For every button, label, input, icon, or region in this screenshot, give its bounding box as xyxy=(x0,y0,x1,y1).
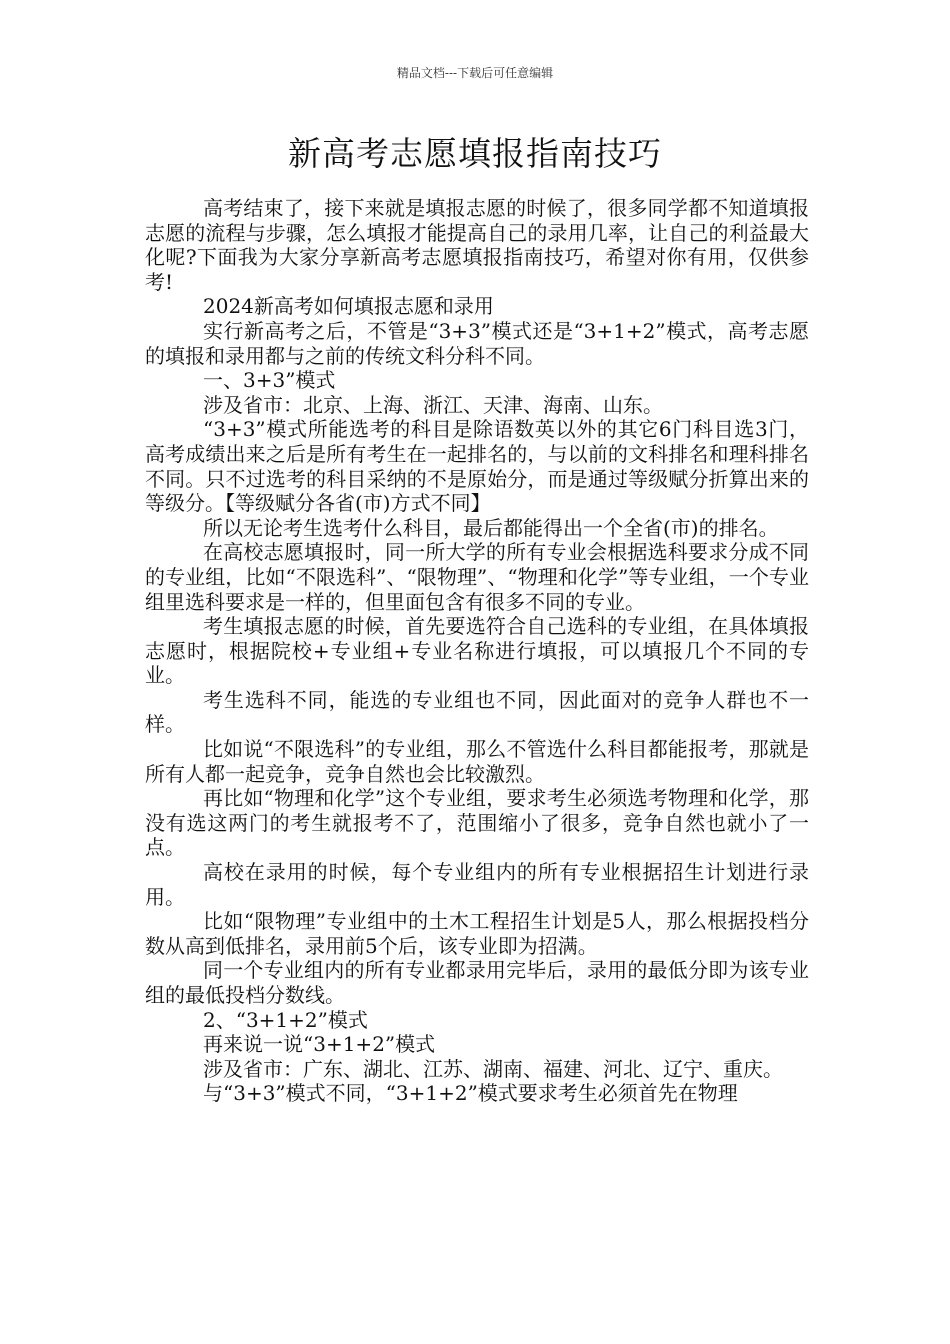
document-body xyxy=(145,196,809,1106)
paragraph: 考生填报志愿的时候，首先要选符合自己选科的专业组，在具体填报志愿时，根据院校+专业组+专业名称进行填报，可以填报几个不同的专业。 xyxy=(145,614,809,688)
paragraph: 与“3+3”模式不同，“3+1+2”模式要求考生必须首先在物理 xyxy=(203,1081,738,1106)
paragraph: 一、3+3”模式 xyxy=(203,368,336,393)
paragraph: 再比如“物理和化学”这个专业组，要求考生必须选考物理和化学，那没有选这两门的考生就报考不了，范围缩小了很多，竞争自然也就小了一点。 xyxy=(145,786,809,860)
document-title: 新高考志愿填报指南技巧 xyxy=(288,134,662,173)
paragraph: 2、“3+1+2”模式 xyxy=(203,1007,368,1032)
paragraph: 2024新高考如何填报志愿和录用 xyxy=(203,294,494,319)
paragraph: 涉及省市：北京、上海、浙江、天津、海南、山东。 xyxy=(203,392,663,417)
paragraph: 在高校志愿填报时，同一所大学的所有专业会根据选科要求分成不同的专业组，比如“不限选科”、“限物理”、“物理和化学”等专业组，一个专业组里选科要求是一样的，但里面包含有很多不同的专业。 xyxy=(145,540,809,614)
paragraph: 比如“限物理”专业组中的土木工程招生计划是5人，那么根据投档分数从高到低排名，录用前5个后，该专业即为招满。 xyxy=(145,909,809,958)
paragraph: 实行新高考之后，不管是“3+3”模式还是“3+1+2”模式，高考志愿的填报和录用都与之前的传统文科分科不同。 xyxy=(145,318,809,368)
paragraph: 高校在录用的时候，每个专业组内的所有专业根据招生计划进行录用。 xyxy=(145,860,809,909)
paragraph: 所以无论考生选考什么科目，最后都能得出一个全省(市)的排名。 xyxy=(203,515,779,540)
paragraph: 高考结束了，接下来就是填报志愿的时候了，很多同学都不知道填报志愿的流程与步骤，怎么填报才能提高自己的录用几率，让自己的利益最大化呢?下面我为大家分享新高考志愿填报指南技巧，希望对你有用，仅供参考! xyxy=(145,196,809,294)
paragraph: 再来说一说“3+1+2”模式 xyxy=(203,1032,436,1057)
paragraph: 考生选科不同，能选的专业组也不同，因此面对的竞争人群也不一样。 xyxy=(145,687,809,737)
page-header: 精品文档---下载后可任意编辑 xyxy=(396,66,554,80)
paragraph: “3+3”模式所能选考的科目是除语数英以外的其它6门科目选3门，高考成绩出来之后是所有考生在一起排名的，与以前的文科排名和理科排名不同。只不过选考的科目采纳的不是原始分，而是通过等级赋分折算出来的等级分。【等级赋分各省(市)方式不同】 xyxy=(145,417,809,516)
paragraph: 涉及省市：广东、湖北、江苏、湖南、福建、河北、辽宁、重庆。 xyxy=(203,1056,783,1081)
paragraph: 同一个专业组内的所有专业都录用完毕后，录用的最低分即为该专业组的最低投档分数线。 xyxy=(145,958,809,1007)
paragraph: 比如说“不限选科”的专业组，那么不管选什么科目都能报考，那就是所有人都一起竞争，竞争自然也会比较激烈。 xyxy=(145,737,809,786)
